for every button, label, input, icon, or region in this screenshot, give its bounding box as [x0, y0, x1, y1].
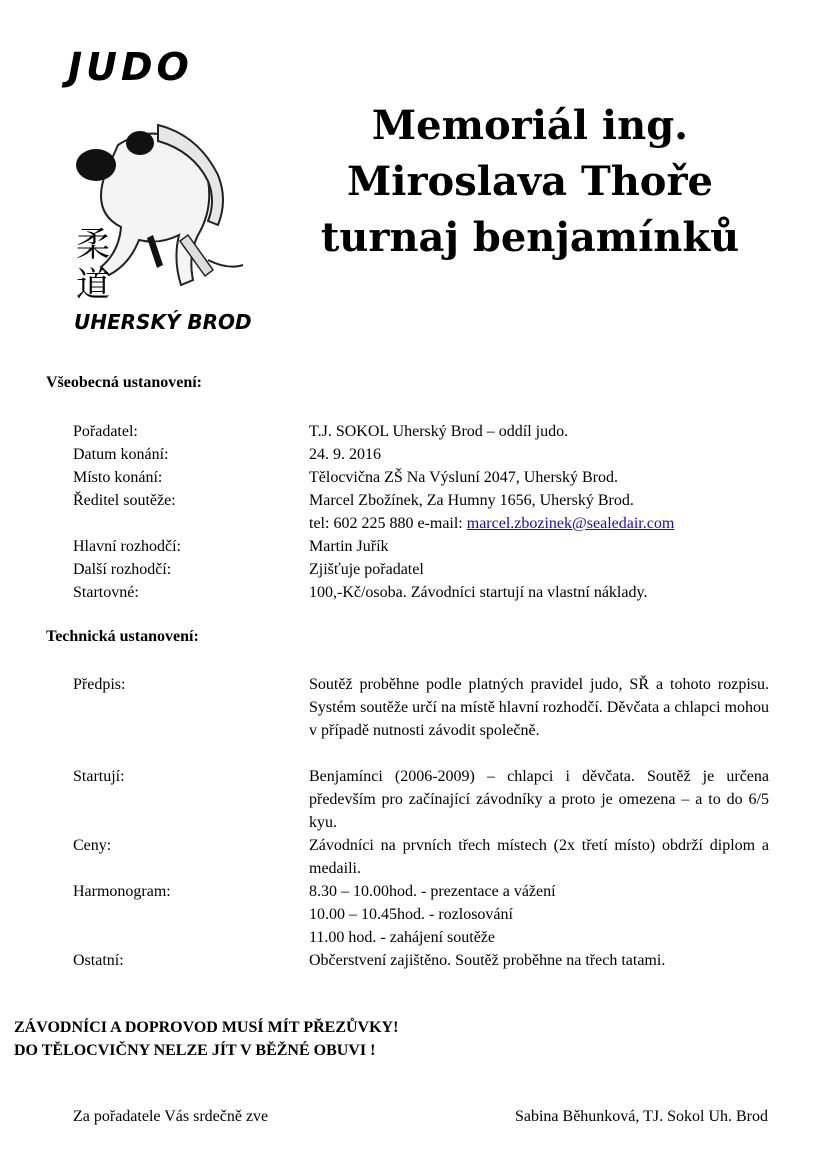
row-label: Ceny:: [73, 837, 112, 854]
row-label: Další rozhodčí:: [73, 561, 172, 578]
row-value: Soutěž proběhne podle platných pravidel judo, SŘ a tohoto rozpisu. Systém soutěže určí na místě hlavní rozhodčí. Děvčata a chlapci mohou v případě nutnosti závodit společně.: [309, 676, 769, 739]
logo-kanji: 柔道: [76, 225, 110, 305]
row-label: Startují:: [73, 768, 125, 785]
row-label: Harmonogram:: [73, 883, 171, 900]
schedule-item: 10.00 – 10.45hod. - rozlosování: [309, 906, 513, 923]
logo-judo-text: JUDO: [68, 45, 193, 89]
row-value: Zjišťuje pořadatel: [309, 561, 424, 578]
row-label: Startovné:: [73, 584, 139, 601]
row-value: Závodníci na prvních třech místech (2x třetí místo) obdrží diplom a medaili.: [309, 837, 769, 877]
warning-line-2: DO TĚLOCVIČNY NELZE JÍT V BĚŽNÉ OBUVI !: [14, 1042, 376, 1059]
title-line-3: turnaj benjamínků: [320, 214, 740, 261]
row-label: Ředitel soutěže:: [73, 492, 176, 509]
title-line-1: Memoriál ing.: [371, 102, 689, 149]
row-label: Pořadatel:: [73, 423, 138, 440]
footwear-warning: [14, 1016, 398, 1062]
row-value: 8.30 – 10.00hod. - prezentace a vážení: [309, 883, 556, 900]
row-label: Místo konání:: [73, 469, 163, 486]
contact-line: [309, 512, 769, 535]
row-label: Hlavní rozhodčí:: [73, 538, 181, 555]
signature-text: Sabina Běhunková, TJ. Sokol Uh. Brod: [514, 1108, 768, 1125]
schedule-item: 11.00 hod. - zahájení soutěže: [309, 929, 496, 946]
row-value: Tělocvična ZŠ Na Výsluní 2047, Uherský Brod.: [309, 469, 618, 486]
row-value: Občerstvení zajištěno. Soutěž proběhne na třech tatami.: [309, 952, 666, 969]
email-link[interactable]: marcel.zbozinek@sealedair.com: [466, 515, 675, 532]
judo-logo: [48, 45, 263, 340]
row-value: T.J. SOKOL Uherský Brod – oddíl judo.: [309, 423, 569, 440]
row-label: Ostatní:: [73, 952, 124, 969]
page-title: [290, 98, 770, 266]
technical-heading: Technická ustanovení:: [46, 628, 199, 645]
row-label: Datum konání:: [73, 446, 169, 463]
row-value: Martin Juřík: [309, 538, 389, 555]
logo-city-text: UHERSKÝ BROD: [74, 310, 252, 334]
contact-prefix: tel: 602 225 880 e-mail:: [309, 515, 467, 532]
row-value: Benjamínci (2006-2009) – chlapci i děvčata. Soutěž je určena především pro začínající závodníky a proto je omezena – a to do 6/5 kyu.: [309, 768, 769, 831]
row-value: Marcel Zbožínek, Za Humny 1656, Uherský Brod.: [309, 492, 634, 509]
row-value: 24. 9. 2016: [309, 446, 381, 463]
row-value: 100,-Kč/osoba. Závodníci startují na vlastní náklady.: [309, 584, 648, 601]
title-line-2: Miroslava Thoře: [347, 158, 713, 205]
invitation-text: Za pořadatele Vás srdečně zve: [73, 1108, 269, 1125]
warning-line-1: ZÁVODNÍCI A DOPROVOD MUSÍ MÍT PŘEZŮVKY!: [14, 1019, 399, 1036]
general-heading: Všeobecná ustanovení:: [46, 374, 203, 391]
row-label: Předpis:: [73, 676, 126, 693]
